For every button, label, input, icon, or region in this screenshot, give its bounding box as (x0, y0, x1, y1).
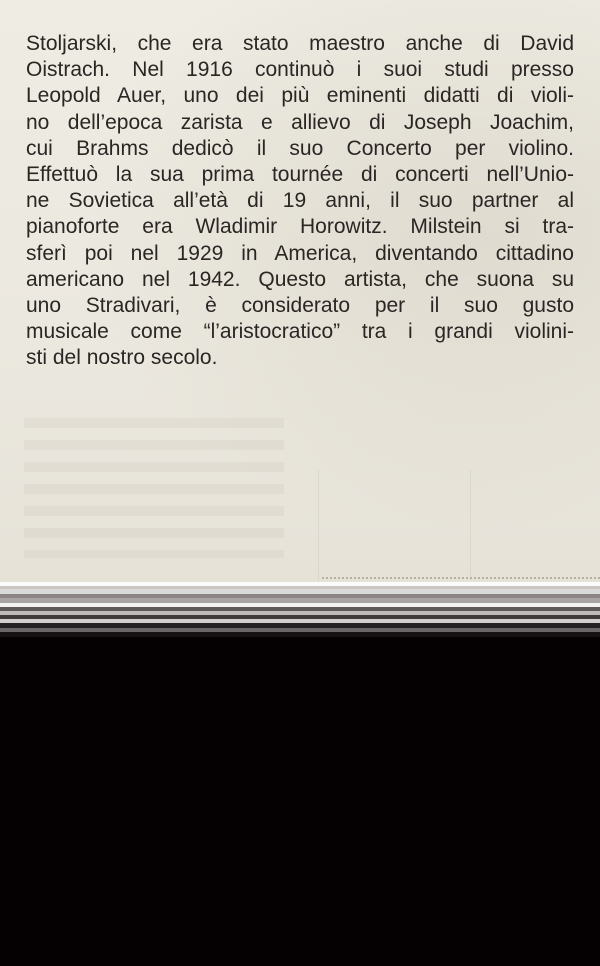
text-line: americano nel 1942. Questo artista, che suona su (26, 267, 574, 291)
text-line: sti del nostro secolo. (26, 346, 218, 370)
text-line: pianoforte era Wladimir Horowitz. Milstein si tra- (26, 215, 574, 239)
text-line: sferì poi nel 1929 in America, diventando cittadino (26, 241, 574, 265)
text-line: musicale come “l’aristocratico” tra i grandi violini- (26, 320, 574, 344)
text-line: uno Stradivari, è considerato per il suo gusto (26, 294, 574, 318)
text-line: cui Brahms dedicò il suo Concerto per violino. (26, 136, 574, 160)
bleed-through-rule (470, 470, 471, 580)
text-line: Leopold Auer, uno dei più eminenti didatti di violi- (26, 84, 574, 108)
text-line: no dell’epoca zarista e allievo di Joseph Joachim, (26, 110, 574, 134)
text-line: Effettuò la sua prima tournée di concerti nell’Unio- (26, 163, 574, 187)
bleed-through-lines (24, 418, 284, 558)
scan-empty-area (0, 642, 600, 966)
bleed-through-rule (318, 470, 319, 580)
dotted-rule (322, 577, 600, 579)
text-line: Stoljarski, che era stato maestro anche di David (26, 32, 574, 55)
scan-edge-stripes (0, 582, 600, 642)
body-paragraph (26, 31, 574, 372)
text-line: Oistrach. Nel 1916 continuò i suoi studi presso (26, 58, 574, 82)
text-line: ne Sovietica all’età di 19 anni, il suo partner al (26, 189, 574, 213)
